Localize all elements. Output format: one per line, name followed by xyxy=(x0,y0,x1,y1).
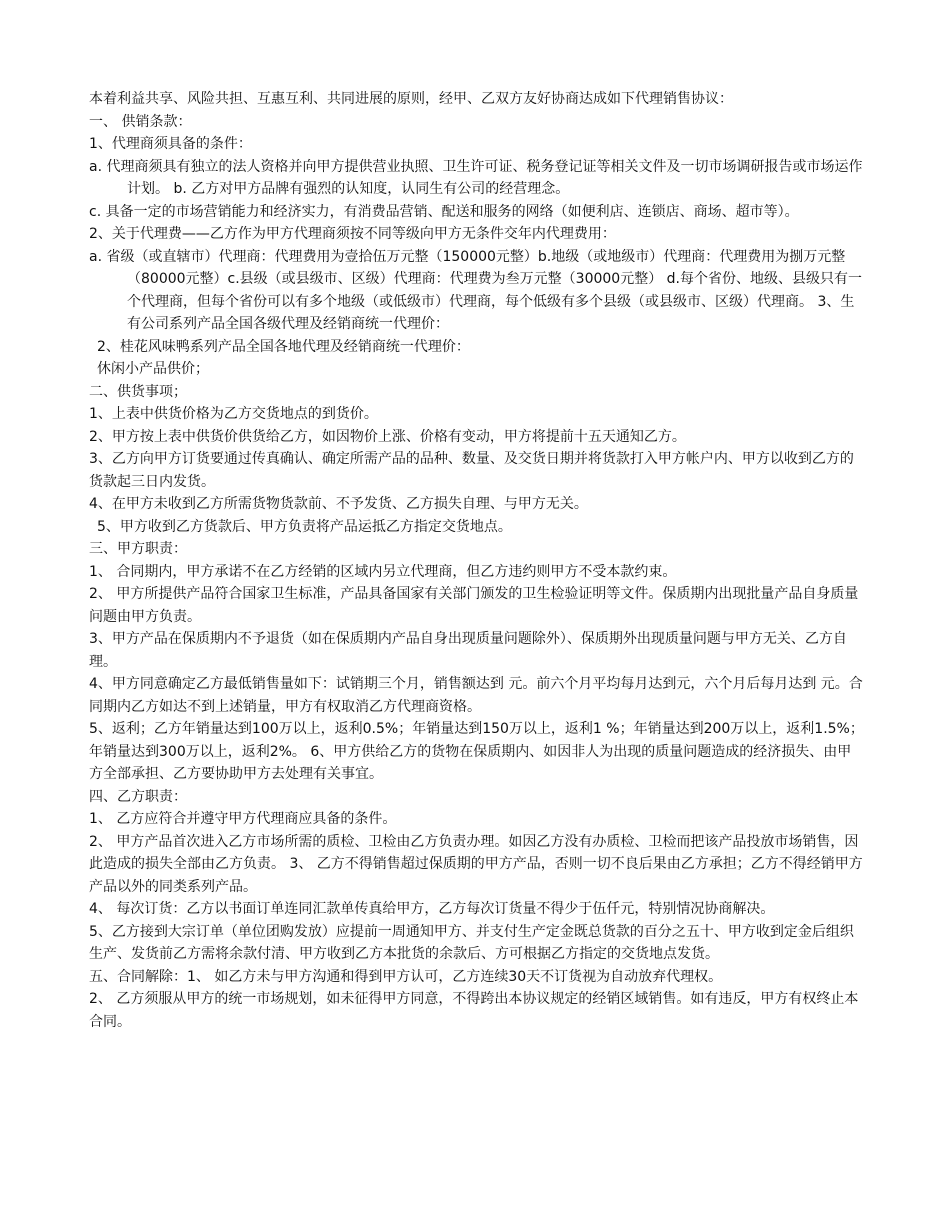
clause-3-4: 4、甲方同意确定乙方最低销售量如下：试销期三个月，销售额达到 元。前六个月平均每月达到元，六个月后每月达到 元。合同期内乙方如达不到上述销量，甲方有权取消乙方代理商资格。 xyxy=(89,676,863,715)
clause-2-1: 1、上表中供货价格为乙方交货地点的到货价。 xyxy=(89,406,378,422)
clause-1-2: 2、关于代理费——乙方作为甲方代理商须按不同等级向甲方无条件交年内代理费用： xyxy=(89,226,616,242)
clause-1-1-a: a. 代理商须具有独立的法人资格并向甲方提供营业执照、卫生许可证、税务登记证等相关文件及一切市场调研报告或市场运作计划。 b. 乙方对甲方品牌有强烈的认知度，认同生有公司的经营理念。 xyxy=(89,158,863,197)
document-body xyxy=(89,88,864,1033)
clause-2-2: 2、甲方按上表中供货价供货给乙方，如因物价上涨、价格有变动，甲方将提前十五天通知乙方。 xyxy=(89,428,686,445)
clause-snack-price: 休闲小产品供价； xyxy=(97,361,209,377)
clause-2-5: 5、甲方收到乙方货款后、甲方负责将产品运抵乙方指定交货地点。 xyxy=(97,518,512,535)
section-heading-5: 五、合同解除：1、 如乙方未与甲方沟通和得到甲方认可，乙方连续30天不订货视为自动放弃代理权。 xyxy=(89,968,723,985)
section-heading-3: 三、甲方职责： xyxy=(89,541,187,557)
clause-3-1: 1、 合同期内，甲方承诺不在乙方经销的区域内另立代理商，但乙方违约则甲方不受本款约束。 xyxy=(89,563,677,580)
clause-1-1: 1、代理商须具备的条件： xyxy=(89,136,252,152)
intro-paragraph: 本着利益共享、风险共担、互惠互利、共同进展的原则，经甲、乙双方友好协商达成如下代理销售协议： xyxy=(89,91,733,107)
clause-3-3: 3、甲方产品在保质期内不予退货（如在保质期内产品自身出现质量问题除外）、保质期外出现质量问题与甲方无关、乙方自理。 xyxy=(89,631,847,670)
clause-3-2: 2、 甲方所提供产品符合国家卫生标准，产品具备国家有关部门颁发的卫生检验证明等文件。保质期内出现批量产品自身质量问题由甲方负责。 xyxy=(89,586,859,625)
section-heading-1: 一、 供销条款： xyxy=(89,113,192,130)
section-heading-2: 二、供货事项； xyxy=(89,383,187,400)
clause-4-1: 1、 乙方应符合并遵守甲方代理商应具备的条件。 xyxy=(89,811,397,827)
clause-2-4: 4、在甲方未收到乙方所需货物货款前、不予发货、乙方损失自理、与甲方无关。 xyxy=(89,496,588,512)
section-heading-4: 四、乙方职责： xyxy=(89,788,187,805)
clause-2-3: 3、乙方向甲方订货要通过传真确认、确定所需产品的品种、数量、及交货日期并将货款打入甲方帐户内、甲方以收到乙方的货款起三日内发货。 xyxy=(89,451,854,490)
clause-4-5: 5、乙方接到大宗订单（单位团购发放）应提前一周通知甲方、并支付生产定金既总货款的百分之五十、甲方收到定金后组织生产、发货前乙方需将余款付清、甲方收到乙方本批货的余款后、方可根据乙方指定的交货地点发货。 xyxy=(89,923,854,962)
clause-3-5: 5、返利；乙方年销量达到100万以上，返利0.5%；年销量达到150万以上，返利1 %；年销量达到200万以上，返利1.5%；年销量达到300万以上，返利2%。 6、甲方供给乙方的货物在保质期内、如因非人为出现的质量问题造成的经济损失、由甲方全部承担、乙方要协助甲方去处理有关事宜。 xyxy=(89,721,864,782)
clause-5-2: 2、 乙方须服从甲方的统一市场规划，如未征得甲方同意，不得跨出本协议规定的经销区域销售。如有违反，甲方有权终止本合同。 xyxy=(89,991,859,1030)
clause-4-2: 2、 甲方产品首次进入乙方市场所需的质检、卫检由乙方负责办理。如因乙方没有办质检、卫检而把该产品投放市场销售，因此造成的损失全部由乙方负责。 3、 乙方不得销售超过保质期的甲方产品，否则一切不良后果由乙方承担；乙方不得经销甲方产品以外的同类系列产品。 xyxy=(89,833,863,895)
clause-1-2-duck: 2、桂花风味鸭系列产品全国各地代理及经销商统一代理价： xyxy=(97,338,470,355)
clause-4-4: 4、 每次订货：乙方以书面订单连同汇款单传真给甲方，乙方每次订货量不得少于伍仟元，特别情况协商解决。 xyxy=(89,901,775,917)
clause-1-2-a: a. 省级（或直辖市）代理商：代理费用为壹拾伍万元整（150000元整）b.地级（或地级市）代理商：代理费用为捌万元整（80000元整）c.县级（或县级市、区级）代理商：代理费为叁万元整（30000元整） d.每个省份、地级、县级只有一个代理商，但每个省份可以有多个地级（或低级市）代理商，每个低级有多个县级（或县级市、区级）代理商。 3、生有公司系列产品全国各级代理及经销商统一代理价： xyxy=(89,248,863,332)
clause-1-1-c: c. 具备一定的市场营销能力和经济实力，有消费品营销、配送和服务的网络（如便利店、连锁店、商场、超市等）。 xyxy=(89,203,799,220)
